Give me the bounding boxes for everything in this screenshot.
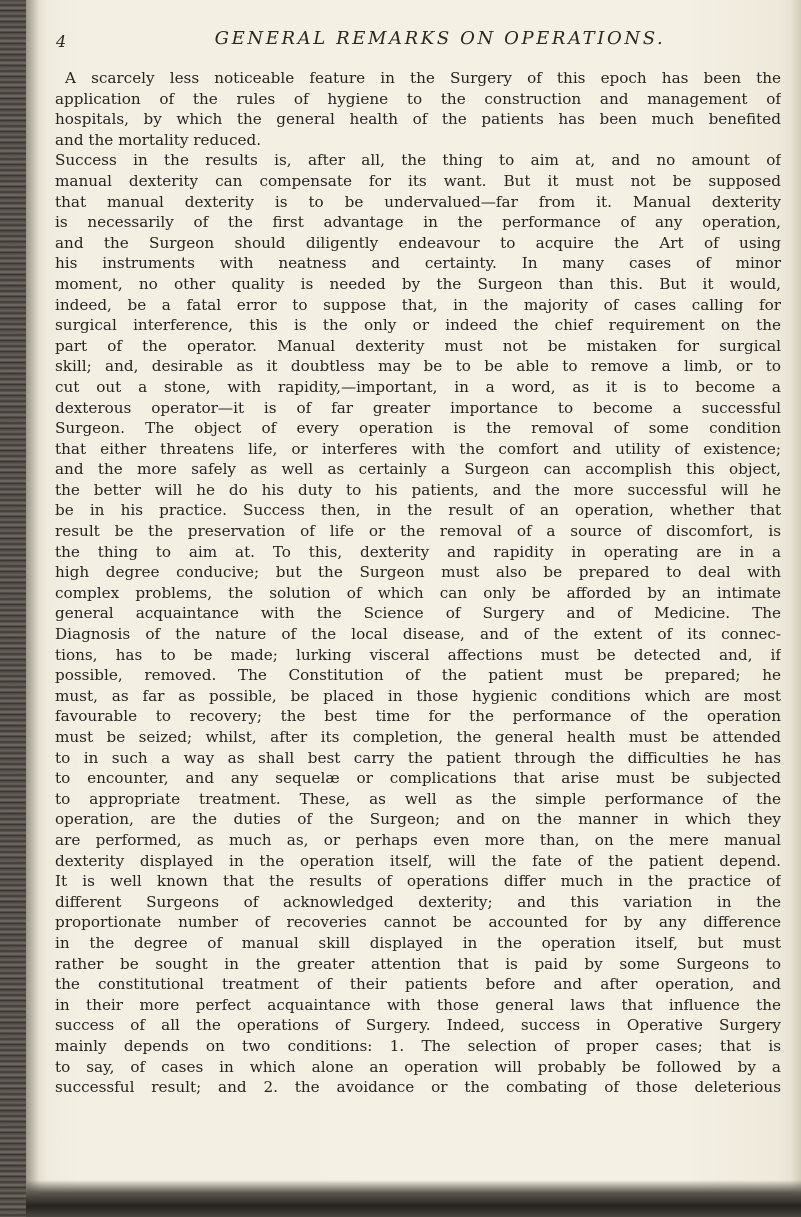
text-line: dexterous operator—it is of far greater importance to become a successful (55, 398, 781, 417)
text-line: favourable to recovery; the best time for the performance of the operation (55, 707, 781, 726)
text-line: hospitals, by which the general health of the patients has been much benefited (55, 110, 781, 129)
text-line: dexterity displayed in the operation itself, will the fate of the patient depend. (55, 851, 781, 870)
text-line: proportionate number of recoveries cannot be accounted for by any difference (55, 913, 781, 932)
text-line: are performed, as much as, or perhaps even more than, on the mere manual (55, 830, 781, 849)
text-line: skill; and, desirable as it doubtless may be to be able to remove a limb, or to (55, 357, 781, 376)
body-text (55, 68, 781, 1098)
text-line: application of the rules of hygiene to the construction and management of (55, 89, 781, 108)
text-line: to in such a way as shall best carry the patient through the difficulties he has (55, 748, 781, 767)
text-line: and the more safely as well as certainly a Surgeon can accomplish this object, (55, 460, 781, 479)
page-bottom-edge (26, 1180, 801, 1217)
text-line: his instruments with neatness and certainty. In many cases of minor (55, 254, 781, 273)
text-line: must, as far as possible, be placed in those hygienic conditions which are most (55, 686, 781, 705)
text-line: to say, of cases in which alone an operation will probably be followed by a (55, 1057, 781, 1076)
text-line: the constitutional treatment of their patients before and after operation, and (55, 975, 781, 994)
text-line: rather be sought in the greater attention that is paid by some Surgeons to (55, 954, 781, 973)
text-line: complex problems, the solution of which can only be afforded by an intimate (55, 583, 781, 602)
text-line: and the mortality reduced. (55, 130, 262, 149)
text-line: part of the operator. Manual dexterity must not be mistaken for surgical (55, 336, 781, 355)
text-line: Success in the results is, after all, the thing to aim at, and no amount of (55, 151, 781, 170)
text-line: to appropriate treatment. These, as well as the simple performance of the (55, 789, 781, 808)
gutter-shadow (26, 0, 48, 1217)
text-line: surgical interference, this is the only or indeed the chief requirement on the (55, 316, 781, 335)
text-line: moment, no other quality is needed by the Surgeon than this. But it would, (55, 274, 781, 293)
text-line: Diagnosis of the nature of the local disease, and of the extent of its connec- (55, 625, 781, 644)
text-line: to encounter, and any sequelæ or complications that arise must be subjected (55, 769, 781, 788)
text-line: is necessarily of the first advantage in the performance of any operation, (55, 213, 781, 232)
page-right-edge (791, 0, 801, 1217)
text-line: mainly depends on two conditions: 1. The selection of proper cases; that is (55, 1036, 781, 1055)
text-line: in their more perfect acquaintance with those general laws that influence the (55, 995, 781, 1014)
text-line: operation, are the duties of the Surgeon; and on the manner in which they (55, 810, 781, 829)
text-line: manual dexterity can compensate for its want. But it must not be supposed (55, 171, 781, 190)
text-line: success of all the operations of Surgery. Indeed, success in Operative Surgery (55, 1016, 781, 1035)
text-line: result be the preservation of life or the removal of a source of discomfort, is (55, 522, 781, 541)
text-line: possible, removed. The Constitution of the patient must be prepared; he (55, 666, 781, 685)
text-line: A scarcely less noticeable feature in the Surgery of this epoch has been the (65, 69, 781, 87)
text-line: high degree conducive; but the Surgeon must also be prepared to deal with (55, 563, 781, 582)
text-line: the better will he do his duty to his patients, and the more successful will he (55, 480, 781, 499)
text-line: different Surgeons of acknowledged dexterity; and this variation in the (55, 892, 781, 911)
page-number: 4 (56, 32, 67, 51)
text-line: general acquaintance with the Science of Surgery and of Medicine. The (55, 604, 781, 623)
text-line: the thing to aim at. To this, dexterity and rapidity in operating are in a (55, 542, 781, 561)
text-line: It is well known that the results of operations differ much in the practice of (55, 872, 781, 891)
text-line: and the Surgeon should diligently endeavour to acquire the Art of using (55, 233, 781, 252)
text-line: be in his practice. Success then, in the result of an operation, whether that (55, 501, 781, 520)
text-line: that either threatens life, or interferes with the comfort and utility of existence; (55, 439, 781, 458)
text-line: tions, has to be made; lurking visceral affections must be detected and, if (55, 645, 781, 664)
text-line: that manual dexterity is to be undervalued—far from it. Manual dexterity (55, 192, 781, 211)
text-line: Surgeon. The object of every operation is the removal of some condition (55, 419, 781, 438)
text-line: must be seized; whilst, after its completion, the general health must be attended (55, 728, 781, 746)
book-binding-edge (0, 0, 26, 1217)
text-line: successful result; and 2. the avoidance or the combating of those deleterious (55, 1078, 781, 1097)
text-line: cut out a stone, with rapidity,—important, in a word, as it is to become a (55, 377, 781, 396)
text-line: indeed, be a fatal error to suppose that, in the majority of cases calling for (55, 295, 781, 314)
running-head: GENERAL REMARKS ON OPERATIONS. (214, 28, 666, 49)
text-line: in the degree of manual skill displayed in the operation itself, but must (55, 933, 781, 952)
